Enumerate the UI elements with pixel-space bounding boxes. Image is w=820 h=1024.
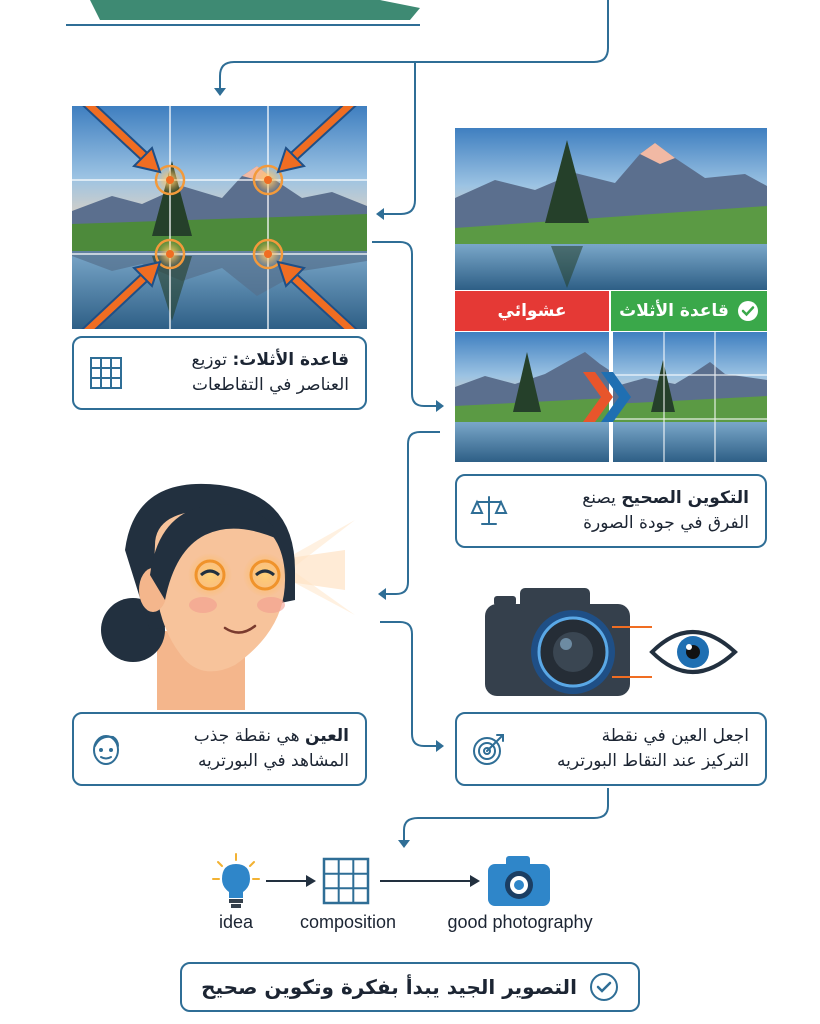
composition-caption: التكوين الصحيح يصنع الفرق في جودة الصورة [582, 488, 749, 533]
thirds-label: قاعدة الأثلاث [611, 291, 767, 331]
flow-step-good-photography: good photography [447, 912, 593, 932]
random-label: عشوائي [455, 291, 609, 331]
comparison-top-photo [455, 128, 767, 290]
composition-card [455, 474, 767, 548]
camera-icon [486, 852, 552, 908]
camera-eye-illustration [480, 582, 745, 702]
woman-portrait-illustration [95, 470, 365, 710]
arrow-right-2 [380, 874, 480, 888]
eye-focus-caption: اجعل العين في نقطة التركيز عند التقاط البورتريه [557, 726, 749, 771]
arrow-right-1 [266, 874, 316, 888]
conclusion-text: التصوير الجيد يبدأ بفكرة وتكوين صحيح [201, 975, 577, 999]
comparison-bottom-photos [455, 332, 767, 462]
flow-step-composition: composition [299, 912, 397, 932]
balance-scale-icon [469, 491, 509, 531]
target-icon [469, 729, 509, 769]
grid-icon [86, 353, 126, 393]
eye-attraction-caption: العين هي نقطة جذب المشاهد في البورتريه [193, 726, 349, 771]
face-icon [86, 729, 126, 769]
check-circle-outline-icon [589, 972, 619, 1002]
rule-of-thirds-card [72, 336, 367, 410]
rule-of-thirds-caption: قاعدة الأثلاث: توزيع العناصر في التقاطعات [191, 350, 349, 395]
conclusion-banner [180, 962, 640, 1012]
rule-of-thirds-photo [72, 106, 367, 329]
eye-focus-card [455, 712, 767, 786]
lightbulb-icon [210, 852, 262, 910]
composition-grid-icon [322, 857, 370, 905]
check-circle-icon [737, 300, 759, 322]
flow-step-idea: idea [218, 912, 254, 932]
eye-attraction-card [72, 712, 367, 786]
